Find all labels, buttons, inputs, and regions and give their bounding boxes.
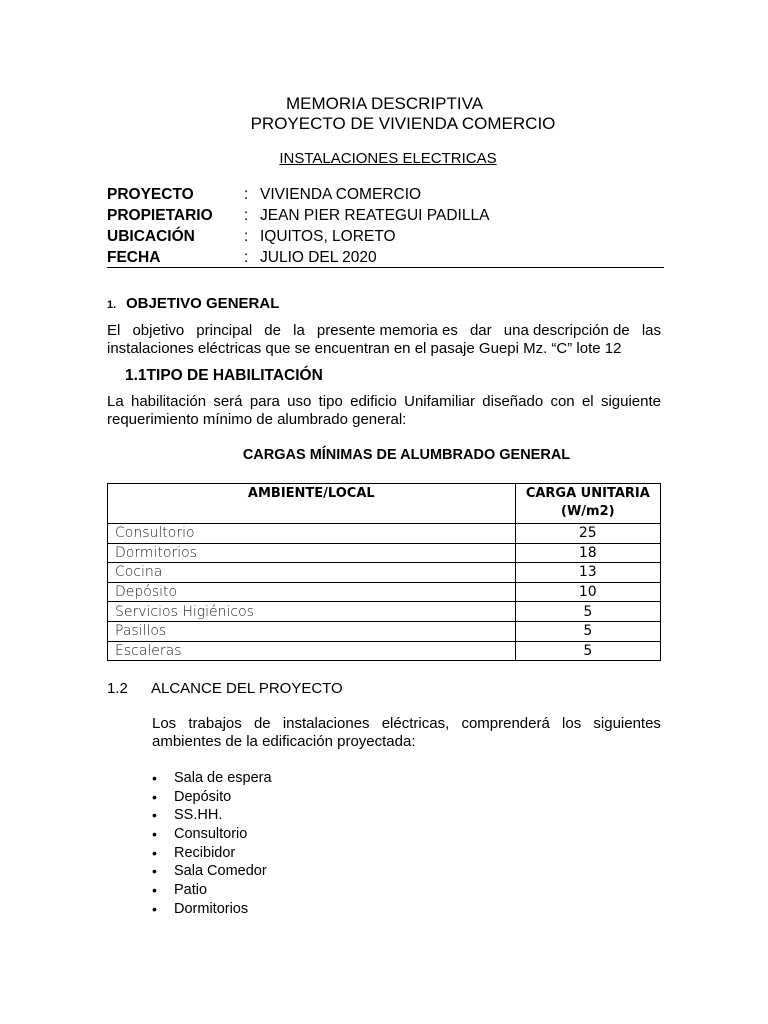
cell-ambiente: Depósito — [108, 582, 516, 602]
section-number: 1. — [107, 299, 117, 311]
section-1-2-paragraph — [152, 715, 661, 751]
list-item-text: Sala de espera — [174, 770, 272, 786]
table-row — [108, 602, 661, 622]
list-item — [152, 806, 272, 825]
section-1-heading — [107, 295, 279, 312]
info-label: UBICACIÓN — [107, 228, 195, 245]
paragraph-word: dar — [469, 322, 492, 339]
cell-ambiente: Dormitorios — [108, 543, 516, 563]
info-colon: : — [244, 228, 249, 245]
paragraph-line-1 — [152, 715, 661, 733]
paragraph-line-1 — [107, 322, 661, 340]
info-row-fecha — [107, 247, 664, 268]
cell-ambiente: Consultorio — [108, 524, 516, 544]
table-title: CARGAS MÍNIMAS DE ALUMBRADO GENERAL — [242, 447, 571, 463]
info-colon: : — [244, 207, 249, 224]
paragraph-word: trabajos — [188, 715, 242, 732]
paragraph-line-2: instalaciones eléctricas que se encuentran en el pasaje Guepi Mz. “C” lote 12 — [107, 340, 622, 357]
list-item-text: Consultorio — [174, 826, 248, 843]
list-item-text: Depósito — [174, 788, 232, 805]
paragraph-word: las — [641, 322, 661, 339]
bullet-icon: • — [152, 788, 157, 805]
table-row — [108, 563, 661, 583]
list-item-text: Patio — [174, 882, 208, 899]
cell-ambiente: Cocina — [108, 563, 516, 583]
section-1-paragraph — [107, 322, 661, 358]
table-row — [108, 621, 661, 641]
cell-carga: 10 — [515, 582, 660, 602]
paragraph-word: de — [253, 715, 271, 732]
table-row — [108, 543, 661, 563]
document-subtitle: PROYECTO DE VIVIENDA COMERCIO — [250, 114, 556, 133]
paragraph-word: con — [550, 393, 575, 410]
header-ambiente: AMBIENTE/LOCAL — [108, 484, 516, 524]
header-carga — [515, 484, 660, 524]
bullet-icon: • — [152, 807, 157, 824]
list-item-text: Dormitorios — [174, 900, 249, 917]
project-info-block — [107, 184, 664, 268]
paragraph-word: de — [264, 322, 281, 339]
bullet-icon: • — [152, 863, 157, 880]
list-item-text: Recibidor — [174, 844, 236, 861]
section-number: 1.2 — [107, 680, 128, 697]
paragraph-word: Unifamiliar — [404, 393, 475, 410]
table-row — [108, 524, 661, 544]
paragraph-word: una descripción de — [503, 322, 630, 339]
section-1-1-heading: 1.1TIPO DE HABILITACIÓN — [125, 367, 323, 384]
info-value: JULIO DEL 2020 — [260, 249, 377, 266]
list-item — [152, 844, 272, 863]
paragraph-line-2: requerimiento mínimo de alumbrado general: — [107, 411, 407, 428]
cell-carga: 13 — [515, 563, 660, 583]
cell-ambiente: Pasillos — [108, 621, 516, 641]
paragraph-word: El — [107, 322, 121, 339]
list-item — [152, 788, 272, 807]
loads-table — [107, 483, 661, 661]
cell-carga: 18 — [515, 543, 660, 563]
cell-carga: 5 — [515, 641, 660, 661]
info-label: PROPIETARIO — [107, 207, 213, 224]
bullet-icon: • — [152, 882, 157, 899]
paragraph-word: habilitación — [130, 393, 207, 410]
section-1-2-heading — [107, 680, 343, 697]
header-carga-line1: CARGA UNITARIA — [525, 486, 650, 501]
paragraph-word: diseñado — [482, 393, 544, 410]
list-item — [152, 825, 272, 844]
info-label: FECHA — [107, 249, 161, 266]
list-item-text: SS.HH. — [174, 807, 223, 824]
info-value: IQUITOS, LORETO — [260, 228, 396, 245]
paragraph-word: principal — [196, 322, 253, 339]
section-title: OBJETIVO GENERAL — [126, 295, 280, 312]
list-item-text: Sala Comedor — [174, 863, 267, 880]
scope-bullet-list — [152, 769, 272, 919]
bullet-icon: • — [152, 900, 157, 917]
info-colon: : — [244, 186, 249, 203]
info-value: JEAN PIER REATEGUI PADILLA — [260, 207, 490, 224]
cell-ambiente: Servicios Higiénicos — [108, 602, 516, 622]
bullet-icon: • — [152, 844, 157, 861]
paragraph-word: tipo — [318, 393, 343, 410]
paragraph-word: siguientes — [593, 715, 661, 732]
paragraph-word: siguiente — [600, 393, 661, 410]
table-row — [108, 582, 661, 602]
paragraph-word: la — [293, 322, 305, 339]
cell-carga: 25 — [515, 524, 660, 544]
table-header-row — [108, 484, 661, 524]
list-item — [152, 862, 272, 881]
info-row-propietario — [107, 205, 664, 226]
paragraph-word: instalaciones — [282, 715, 370, 732]
paragraph-word: edificio — [350, 393, 397, 410]
paragraph-word: Los — [152, 715, 177, 732]
table-body — [108, 524, 661, 661]
paragraph-word: presente memoria es — [316, 322, 458, 339]
section-1-1-paragraph — [107, 393, 661, 429]
document-section-heading: INSTALACIONES ELECTRICAS — [279, 150, 497, 167]
table-row — [108, 641, 661, 661]
paragraph-word: La — [107, 393, 124, 410]
list-item — [152, 881, 272, 900]
info-row-proyecto — [107, 184, 664, 205]
paragraph-word: uso — [287, 393, 312, 410]
list-item — [152, 900, 272, 919]
paragraph-line-1 — [107, 393, 661, 411]
document-title: MEMORIA DESCRIPTIVA — [285, 94, 484, 113]
info-divider — [107, 267, 664, 268]
paragraph-word: objetivo — [132, 322, 185, 339]
cell-carga: 5 — [515, 621, 660, 641]
paragraph-word: para — [249, 393, 280, 410]
bullet-icon: • — [152, 770, 157, 786]
paragraph-word: los — [562, 715, 582, 732]
header-carga-line2: (W/m2) — [561, 504, 615, 519]
section-title: ALCANCE DEL PROYECTO — [151, 680, 343, 697]
paragraph-word: eléctricas, — [381, 715, 450, 732]
cell-carga: 5 — [515, 602, 660, 622]
paragraph-line-2: ambientes de la edificación proyectada: — [152, 733, 416, 750]
paragraph-word: el — [581, 393, 594, 410]
info-label: PROYECTO — [107, 186, 194, 203]
paragraph-word: será — [213, 393, 243, 410]
cell-ambiente: Escaleras — [108, 641, 516, 661]
paragraph-word: comprenderá — [461, 715, 550, 732]
info-value: VIVIENDA COMERCIO — [260, 186, 422, 203]
bullet-icon: • — [152, 826, 157, 843]
list-item — [152, 769, 272, 788]
info-row-ubicacion — [107, 226, 664, 247]
info-colon: : — [244, 249, 249, 266]
